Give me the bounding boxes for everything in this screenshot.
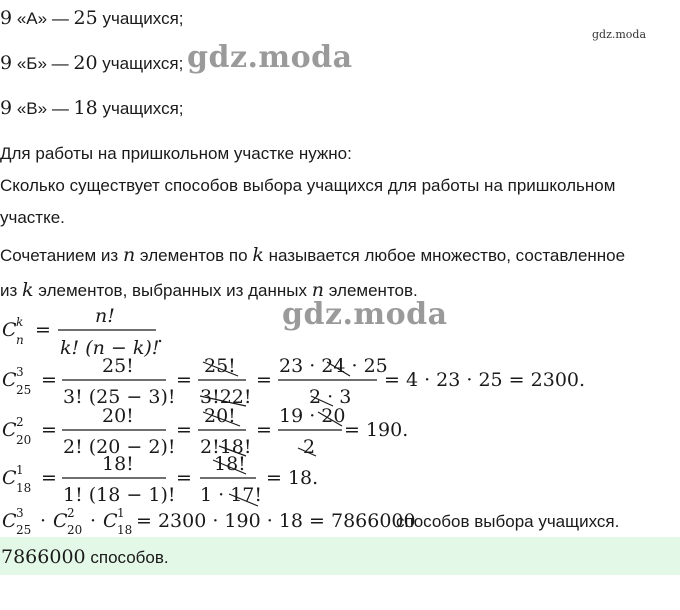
watermark-big-top: gdz.moda (187, 40, 353, 75)
svg-text:C: C (2, 419, 17, 441)
svg-text:= 4 · 23 · 25 = 2300.: = 4 · 23 · 25 = 2300. (384, 369, 586, 391)
svg-text:n: n (16, 333, 24, 347)
svg-text:3: 3 (16, 506, 24, 520)
svg-text:25: 25 (16, 383, 32, 397)
svg-text:=: = (176, 369, 192, 391)
svg-text:2: 2 (16, 415, 24, 429)
svg-text:= 190.: = 190. (344, 419, 409, 441)
svg-text:=: = (41, 419, 57, 441)
svg-text:=: = (256, 369, 272, 391)
svg-text:C: C (53, 510, 68, 532)
definition-line-1: Сочетанием из n элементов по k называется любое множество, составленное (0, 244, 626, 266)
need-text: Для работы на пришкольном участке нужно: (0, 144, 352, 163)
answer-text: 7866000 способов. (1, 546, 169, 568)
formula-c20-2 (2, 405, 408, 458)
definition-line-2: из k элементов, выбранных из данных n элементов. (0, 279, 418, 301)
svg-text:2: 2 (67, 506, 75, 520)
svg-text:25!: 25! (204, 355, 236, 377)
svg-text:.: . (157, 325, 164, 347)
svg-text:·: · (90, 510, 97, 532)
formula-block (0, 300, 680, 540)
svg-text:1 · 17!: 1 · 17! (200, 484, 263, 506)
svg-text:=: = (41, 369, 57, 391)
svg-text:19 · 20: 19 · 20 (279, 405, 346, 427)
svg-text:n!: n! (95, 305, 115, 327)
svg-text:1! (18 − 1)!: 1! (18 − 1)! (63, 484, 176, 506)
svg-text:k: k (16, 315, 24, 329)
svg-text:18: 18 (117, 523, 133, 537)
watermark-big-middle: gdz.moda (282, 297, 448, 332)
svg-text:20!: 20! (204, 405, 236, 427)
formula-general (2, 305, 163, 359)
class-b-line: 9 «Б» — 20 учащихся; (0, 52, 184, 74)
svg-text:=: = (176, 467, 192, 489)
watermark-small: gdz.moda (592, 28, 647, 41)
svg-text:3: 3 (16, 365, 24, 379)
svg-text:1: 1 (16, 463, 24, 477)
svg-text:k! (n − k)!: k! (n − k)! (60, 337, 160, 359)
svg-text:3!22!: 3!22! (200, 386, 252, 408)
svg-text:20: 20 (67, 523, 83, 537)
class-c-line: 9 «В» — 18 учащихся; (0, 97, 184, 119)
svg-text:18: 18 (16, 481, 32, 495)
result-words: способов выбора учащихся. (396, 512, 620, 531)
svg-text:C: C (103, 510, 118, 532)
svg-text:=: = (176, 419, 192, 441)
svg-text:2! (20 − 2)!: 2! (20 − 2)! (63, 436, 176, 458)
formula-c18-1 (2, 453, 318, 506)
svg-text:=: = (41, 467, 57, 489)
formula-c25-3 (2, 355, 585, 408)
svg-text:2: 2 (303, 436, 316, 458)
svg-text:=: = (256, 419, 272, 441)
answer-box (0, 537, 680, 575)
svg-text:C: C (2, 319, 17, 341)
formula-product (2, 506, 416, 537)
svg-text:18!: 18! (214, 453, 246, 475)
svg-text:=: = (35, 319, 51, 341)
svg-text:= 2300 · 190 · 18 = 7866000: = 2300 · 190 · 18 = 7866000 (136, 510, 416, 532)
svg-text:·: · (40, 510, 47, 532)
question-line-1: Сколько существует способов выбора учащихся для работы на пришкольном (0, 176, 616, 195)
svg-text:20: 20 (16, 433, 32, 447)
svg-text:C: C (2, 467, 17, 489)
svg-text:C: C (2, 369, 17, 391)
svg-text:20!: 20! (102, 405, 134, 427)
svg-text:3! (25 − 3)!: 3! (25 − 3)! (63, 386, 176, 408)
question-line-2: участке. (0, 208, 65, 227)
svg-text:2 · 3: 2 · 3 (309, 386, 352, 408)
svg-text:= 18.: = 18. (266, 467, 319, 489)
svg-text:23 · 24 · 25: 23 · 24 · 25 (279, 355, 388, 377)
svg-text:1: 1 (117, 506, 125, 520)
svg-text:25: 25 (16, 523, 32, 537)
class-a-line: 9 «А» — 25 учащихся; (0, 7, 184, 29)
svg-text:25!: 25! (102, 355, 134, 377)
svg-text:2!18!: 2!18! (200, 436, 252, 458)
svg-text:18!: 18! (102, 453, 134, 475)
svg-text:C: C (2, 510, 17, 532)
